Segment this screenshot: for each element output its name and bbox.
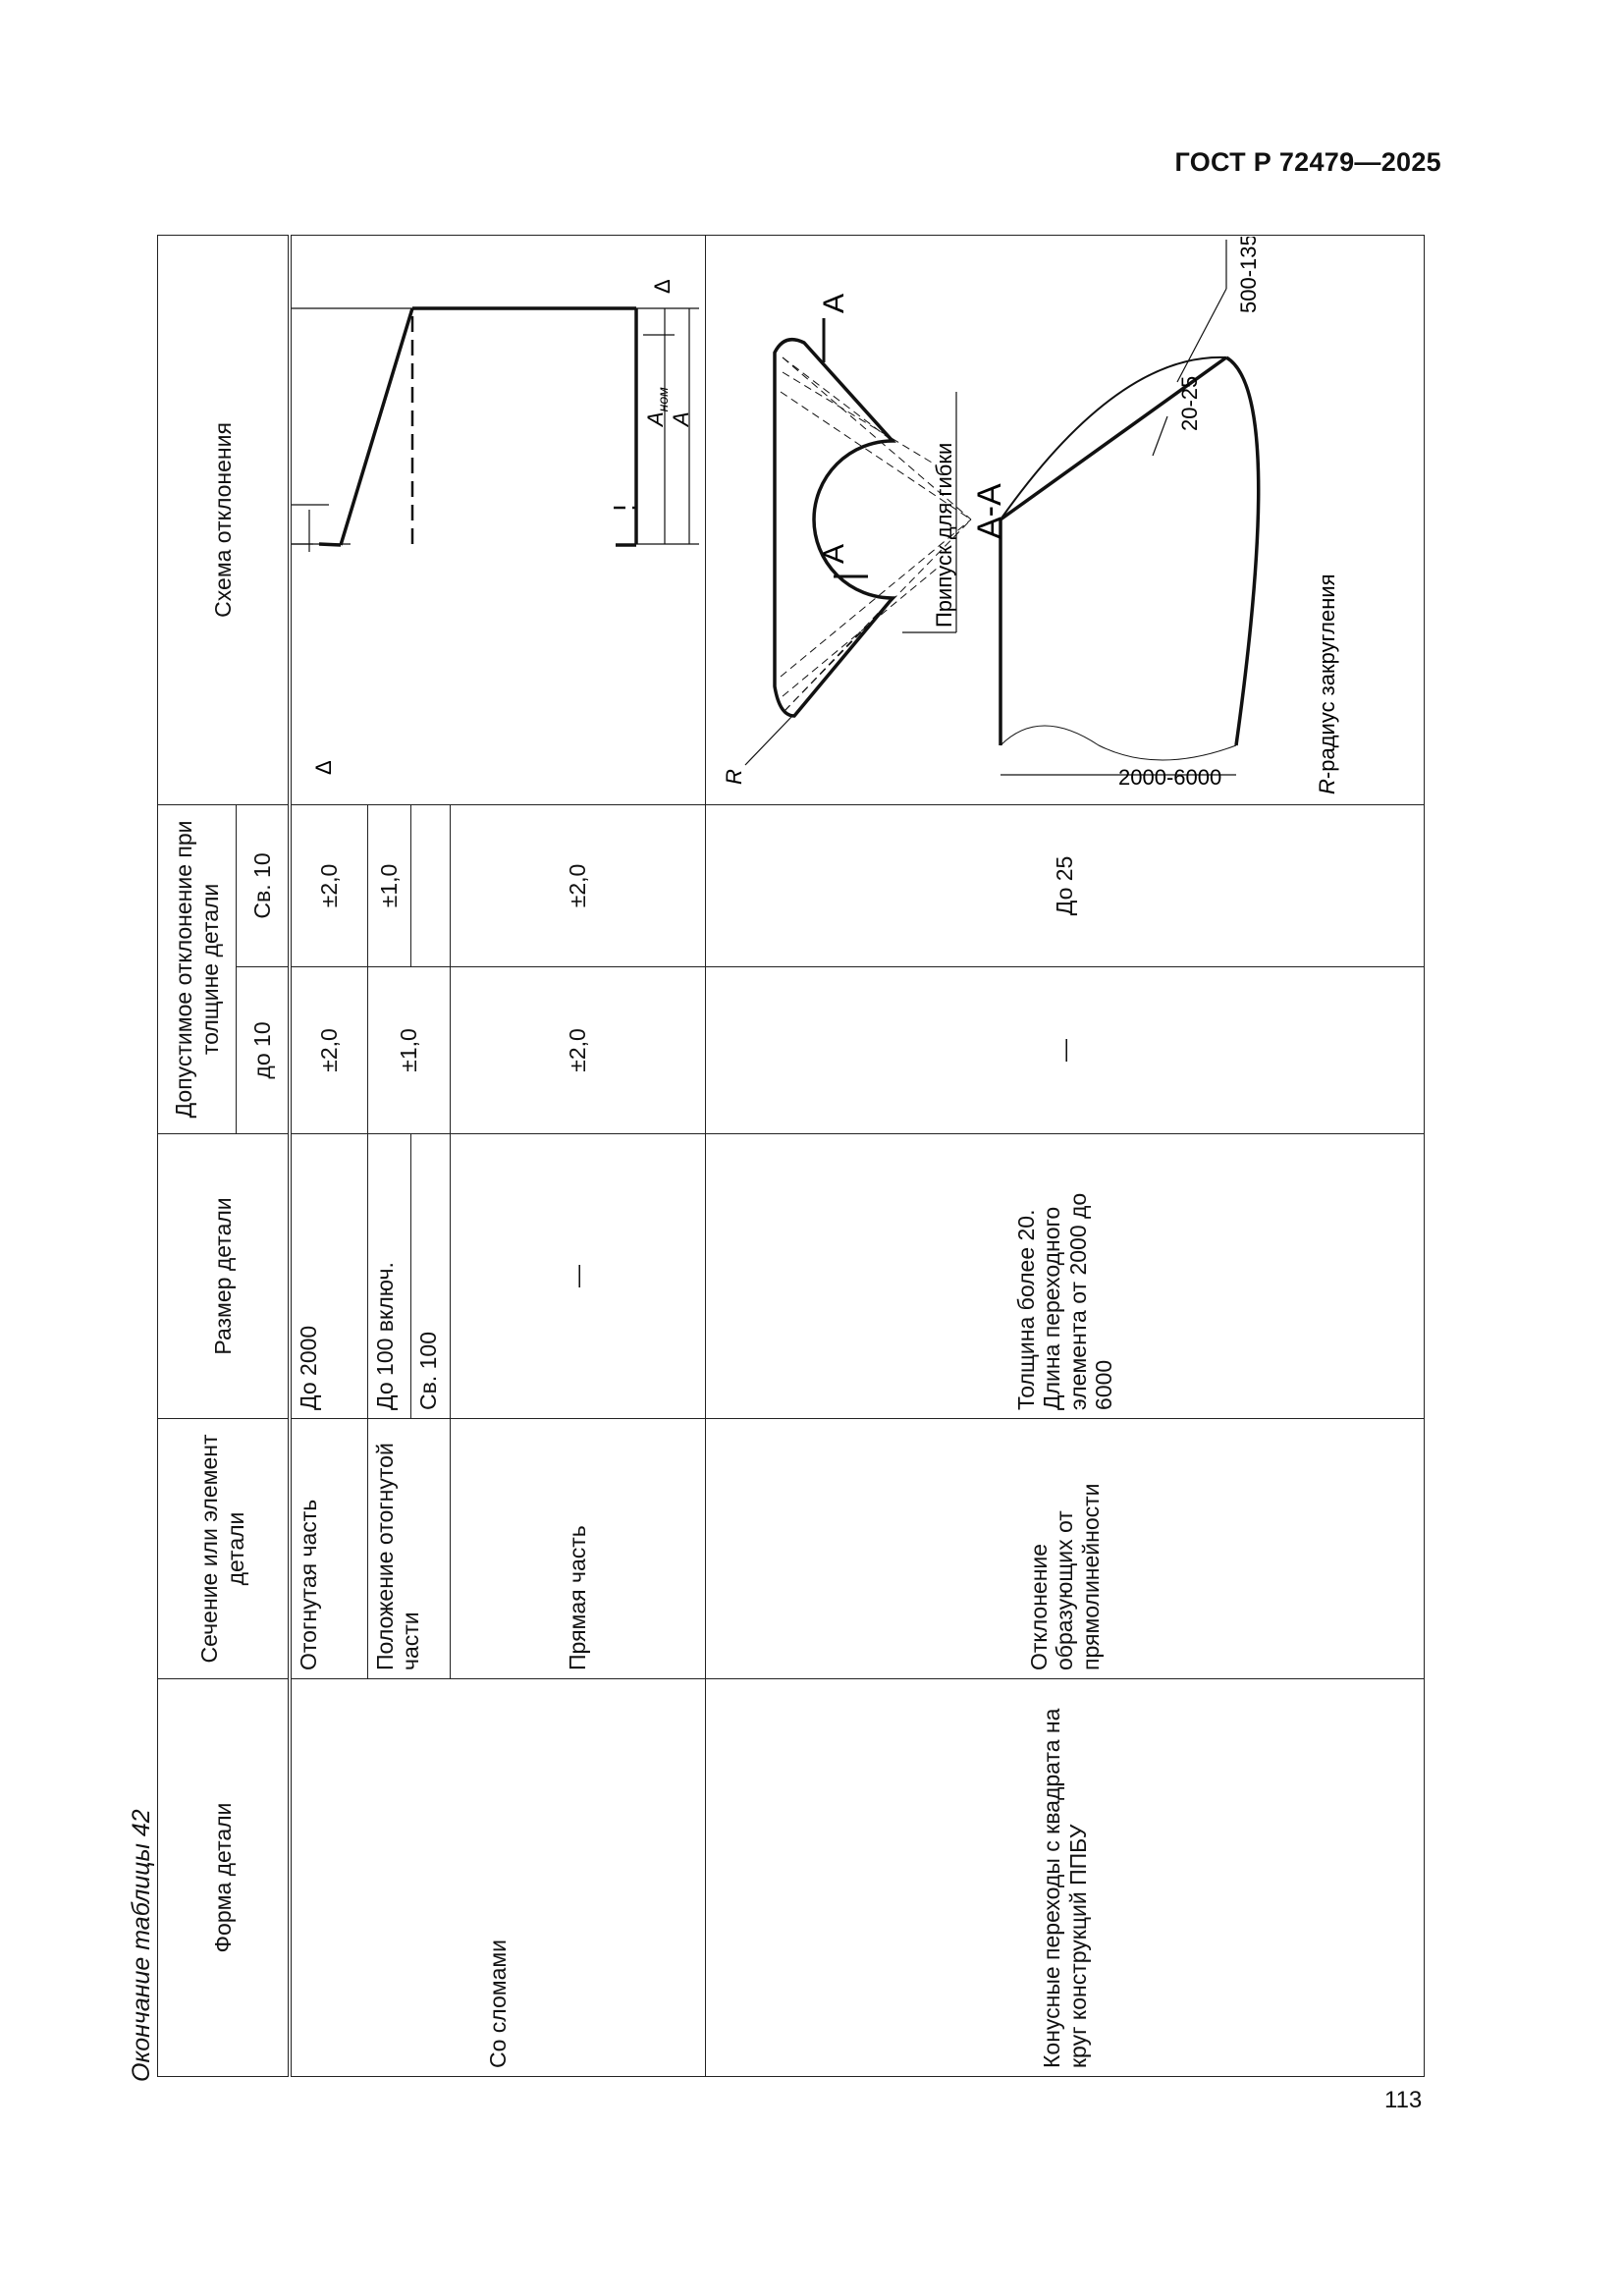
zone-dim-line xyxy=(1177,289,1226,382)
cell-bent-part: Отогнутая часть xyxy=(290,1418,368,1678)
header-form: Форма детали xyxy=(158,1679,290,2077)
a-nom-label: $A_{ном}$ xyxy=(642,387,671,426)
section-title: А-А xyxy=(970,483,1008,539)
table-caption: Окончание таблицы 42 xyxy=(128,1809,155,2082)
cell-bent-tol-upto10: ±2,0 xyxy=(290,966,368,1133)
small-dim-line xyxy=(1153,416,1167,456)
header-tol-over10: Св. 10 xyxy=(237,804,290,966)
cell-position-size-b: Св. 100 xyxy=(410,1133,450,1418)
cell-scheme-2 xyxy=(705,235,1424,804)
cell-position-empty xyxy=(410,804,450,966)
cell-straight-part: Прямая часть xyxy=(450,1418,705,1678)
allowance-label: Припуск для гибки xyxy=(931,442,956,628)
break-line xyxy=(1001,726,1236,760)
bend-deviation-diagram xyxy=(292,237,700,804)
deviation-table xyxy=(157,235,1425,2077)
cell-form-cone: Конусные переходы с квадрата на круг конструкций ППБУ xyxy=(705,1679,1424,2077)
cell-position-tol-upto10: ±1,0 xyxy=(368,966,451,1133)
base-part-line xyxy=(341,308,412,545)
table-header-row xyxy=(158,235,237,2076)
cell-cone-size: Толщина более 20. Длина переходного элемента от 2000 до 6000 xyxy=(705,1133,1424,1418)
row-bent-part xyxy=(290,235,368,2076)
a-label: A xyxy=(668,411,693,426)
section-mark-a1: A xyxy=(817,543,850,564)
cell-form-broken: Со сломами xyxy=(290,1679,706,2077)
cell-straight-tol-over10: ±2,0 xyxy=(450,804,705,966)
section-top-edge xyxy=(1226,357,1259,745)
cone-transition-diagram xyxy=(706,237,1419,804)
small-dim-label: 20-25 xyxy=(1176,375,1202,431)
header-scheme: Схема отклонения xyxy=(158,235,290,804)
cell-scheme-1 xyxy=(290,235,706,804)
delta-label-bottom: Δ xyxy=(310,760,336,775)
header-tol-upto10: до 10 xyxy=(237,966,290,1133)
cell-straight-size: — xyxy=(450,1133,705,1418)
header-section: Сечение или элемент детали xyxy=(158,1418,290,1678)
cell-cone-tol-over10: До 25 xyxy=(705,804,1424,966)
cell-bent-position: Положение отогнутой части xyxy=(368,1418,451,1678)
section-mark-a2: A xyxy=(817,293,850,313)
cell-cone-section: Отклонение образующих от прямолинейности xyxy=(705,1418,1424,1678)
cell-position-tol-over10: ±1,0 xyxy=(368,804,411,966)
cell-bent-tol-over10: ±2,0 xyxy=(290,804,368,966)
length-dim-label: 2000-6000 xyxy=(1117,764,1222,790)
row-cone xyxy=(705,235,1424,2076)
delta-label-top: Δ xyxy=(649,279,675,294)
cell-cone-tol-upto10: — xyxy=(705,966,1424,1133)
cell-bent-size: До 2000 xyxy=(290,1133,368,1418)
header-tolerance: Допустимое отклонение при толщине детали xyxy=(158,804,237,1133)
radius-note: R-радиус закругления xyxy=(1314,574,1339,794)
zone-dim-label: 500-1350 xyxy=(1235,236,1261,313)
cell-straight-tol-upto10: ±2,0 xyxy=(450,966,705,1133)
page-number: 113 xyxy=(1384,2087,1423,2113)
standard-designation: ГОСТ Р 72479—2025 xyxy=(1174,147,1441,177)
rotated-table-container xyxy=(157,236,1394,2077)
r-label: R xyxy=(721,769,746,785)
radius-leader xyxy=(745,716,792,765)
header-size: Размер детали xyxy=(158,1133,290,1418)
cell-position-size-a: До 100 включ. xyxy=(368,1133,411,1418)
